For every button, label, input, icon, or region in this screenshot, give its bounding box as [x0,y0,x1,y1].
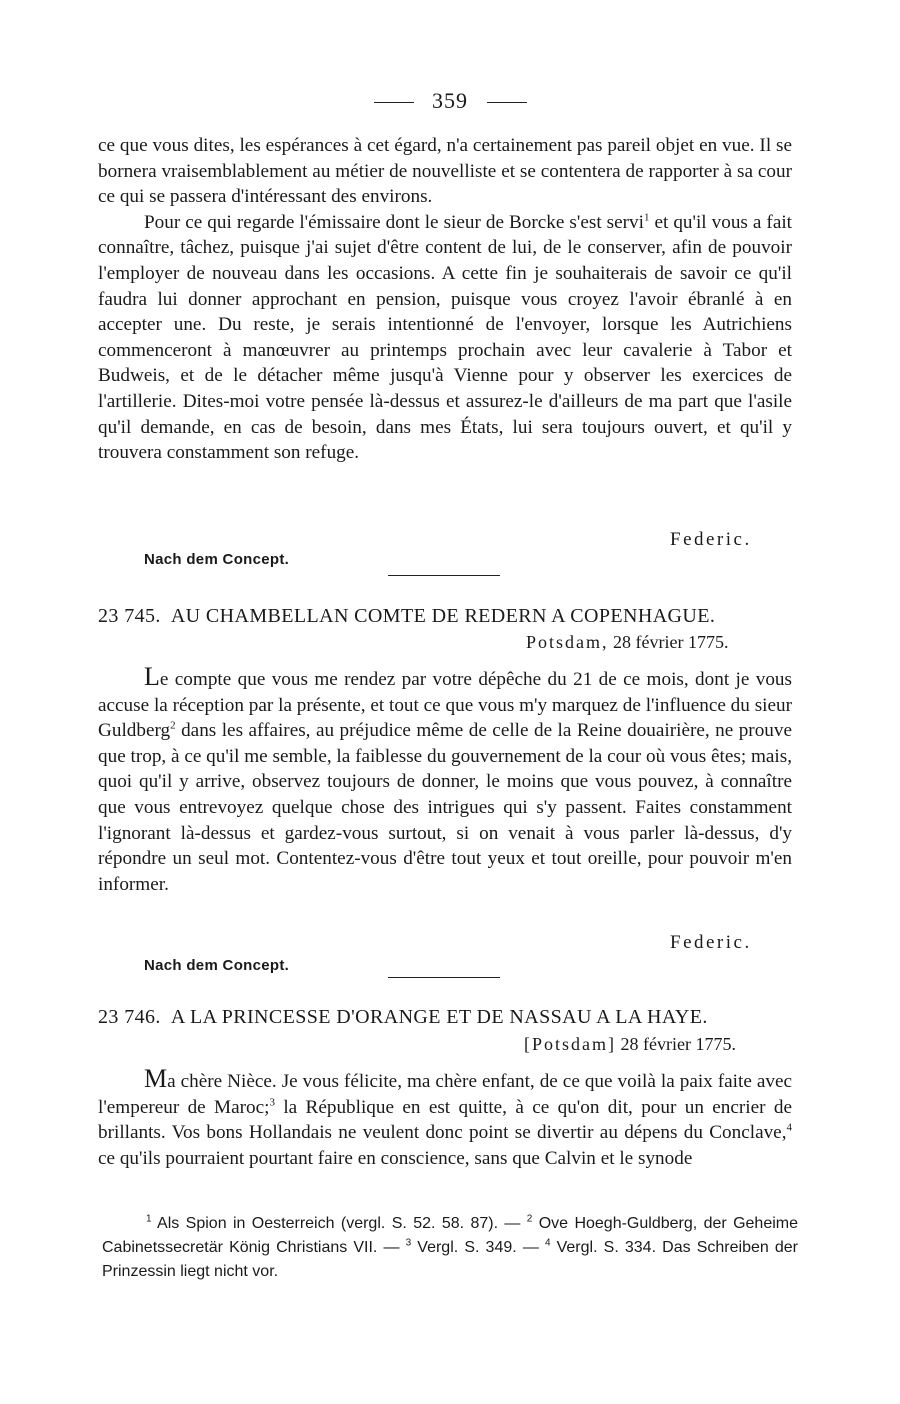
letter-23745-heading [98,605,798,628]
letter-prev-paragraph-2-end: et qu'il vous a fait connaître, tâchez, puisque j'ai sujet d'être content de lui, de le conserver, afin de pouvoir l'employer de nouveau dans les occasions. A cette fin je souhaiterais de savoir ce qu'il faudra lui donner approchant en pension, puisque vous croyez l'avoir ébranlé à en accepter une. Du reste, je serais intentionné de l'envoyer, lorsque les Autrichiens commenceront à manœuvrer au printemps prochain avec leur cavalerie à Tabor et Budweis, et de le détacher même jusqu'à Vienne pour y observer les exercices de l'artillerie. Dites-moi votre pensée là-dessus et assurez-le d'ailleurs de ma part que l'asile qu'il demande, en cas de besoin, dans mes États, lui sera toujours ouvert, et qu'il y trouvera constamment son refuge. [98,211,792,464]
footnote-1-mark: 1 [146,1213,152,1225]
letter-prev-paragraph-2-start: Pour ce qui regarde l'émissaire dont le sieur de Borcke s'est servi [144,211,644,233]
letter-23746-date: 28 février 1775. [620,1034,736,1054]
letter-23745-text-1: e compte que vous me rendez par votre dépêche du 21 de ce mois, dont je vous accuse la réception par la présente, et tout ce que vous m'y marquez de l'influence du sieur Guldberg [98,669,792,742]
section-divider-1 [388,575,500,576]
footnote-3-mark: 3 [405,1237,412,1249]
footnote-ref-1: 1 [643,211,650,224]
letter-23746-place: [Potsdam] [524,1034,616,1054]
letter-23745-body [98,664,792,897]
letter-prev-signature: Federic. [670,529,752,550]
letter-prev-paragraph-1: ce que vous dites, les espérances à cet égard, n'a certainement pas pareil objet en vue. Il se bornera vraisemblablement au métier de nouvelliste et se contentera de rapporter à sa cour ce qui se passera d'intéressant des environs. [98,135,792,208]
header-dash-right [487,102,527,103]
letter-23745-title: AU CHAMBELLAN COMTE DE REDERN A COPENHAGUE. [170,605,716,627]
letter-23746-title: A LA PRINCESSE D'ORANGE ET DE NASSAU A LA HAYE. [170,1006,708,1028]
letter-23746-body [98,1066,792,1171]
footnote-4-text: Vergl. S. 334. Das Schreiben der Prinzessin liegt nicht vor. [102,1239,799,1280]
footnote-1-text: Als Spion in Oesterreich (vergl. S. 52. 58. 87). — [151,1215,527,1232]
footnote-2-mark: 2 [526,1213,533,1225]
letter-23746-paragraph [98,1066,792,1171]
page-header [0,88,900,114]
footnote-4-mark: 4 [544,1237,551,1249]
page-number: 359 [432,88,468,113]
letter-23746-dateline [524,1034,736,1055]
letter-23746-text-2: la République en est quitte, à ce qu'on dit, pour un encrier de brillants. Vos bons Hollandais ne veulent donc point se divertir au dépens du Conclave, [98,1096,792,1144]
letter-23745-initial: L [144,662,160,691]
footnote-3-text: Vergl. S. 349. — [411,1239,545,1256]
letter-23746-heading [98,1006,798,1029]
letter-23745-dateline [526,632,728,653]
footnote-ref-3: 3 [269,1096,275,1109]
letter-prev-source-note: Nach dem Concept. [144,551,290,568]
letter-23745-paragraph [98,664,792,897]
letter-23745-date: 28 février 1775. [613,632,729,652]
footnote-2-text: Ove Hoegh-Guldberg, der Geheime Cabinetssecretär König Christians VII. — [102,1215,798,1256]
section-divider-2 [388,977,500,978]
letter-23745-number: 23 745. [98,605,161,627]
letter-prev-body [98,133,792,466]
letter-23746-number: 23 746. [98,1006,161,1028]
letter-23745-text-2: dans les affaires, au préjudice même de celle de la Reine douairière, ne prouve que trop, à ce qu'il me semble, la faiblesse du gouvernement de la cour où vous êtes; mais, quoi qu'il y arrive, observez toujours de donner, le moins que vous pouvez, à connaître que vous entrevoyez quelque chose des intrigues qui s'y passent. Faites constamment l'ignorant là-dessus et gardez-vous surtout, si on venait à vous parler là-dessus, d'y répondre un seul mot. Contentez-vous d'être tout yeux et tout oreille, pour pouvoir m'en informer. [98,720,793,895]
letter-23746-initial: M [144,1064,168,1093]
letter-23745-place: Potsdam, [526,632,609,652]
footnote-block [102,1212,798,1284]
header-dash-left [374,102,414,103]
footnote-ref-4: 4 [786,1121,792,1134]
letter-23746-text-3: ce qu'ils pourraient pourtant faire en conscience, sans que Calvin et le synode [98,1147,693,1169]
letter-23745-source-note: Nach dem Concept. [144,957,290,974]
letter-23745-signature: Federic. [670,932,752,953]
letter-23746-text-1: a chère Nièce. Je vous félicite, ma chère enfant, de ce que voilà la paix faite avec l'empereur de Maroc; [98,1071,792,1118]
footnotes [102,1212,798,1284]
footnote-ref-2: 2 [170,719,176,732]
letter-prev-paragraph-2 [98,210,792,466]
